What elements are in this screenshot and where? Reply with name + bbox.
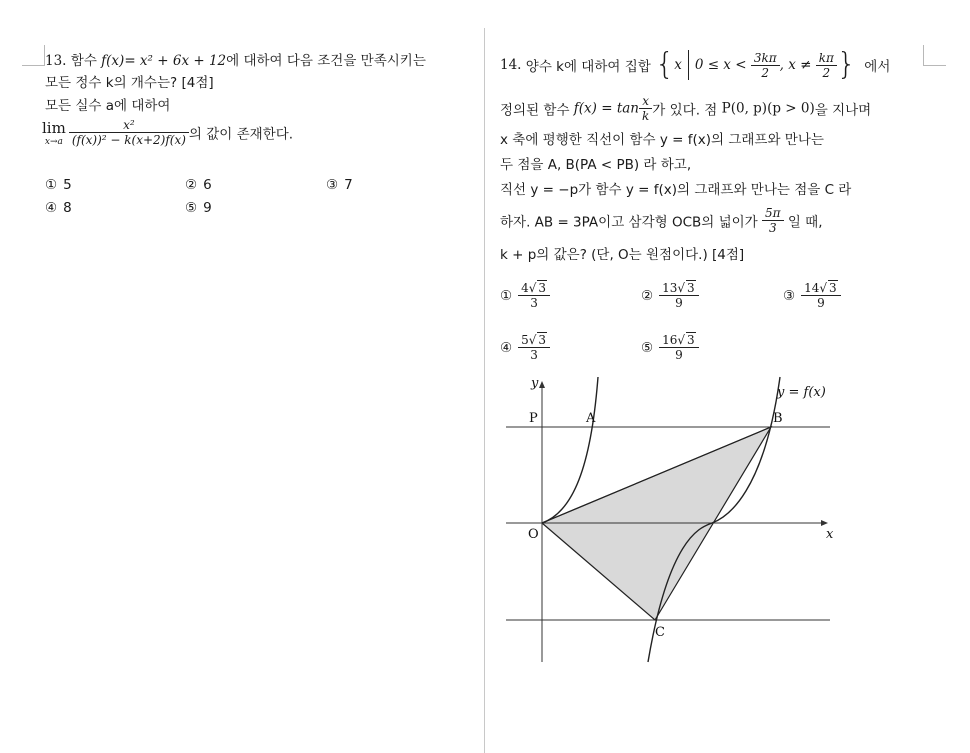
x-axis-arrow bbox=[821, 520, 828, 526]
label-x: x bbox=[826, 527, 834, 542]
q13-choice-1[interactable]: ① 5 bbox=[45, 177, 72, 193]
q13-limit-fraction: $\frac{\text{x²}}{\text{(f(x))² − k(x+2)f(x)}}$ bbox=[69, 118, 189, 147]
q13-condition: 모든 실수 a에 대하여 bbox=[45, 98, 171, 114]
q14-choice-5[interactable]: ⑤ $\frac{16√ 3}{9}$ bbox=[641, 333, 699, 362]
q13-choice-5[interactable]: ⑤ 9 bbox=[185, 200, 212, 216]
q14-stem-line7: k + p의 값은? (단, O는 원점이다.) [4점] bbox=[500, 247, 745, 263]
label-P: P bbox=[529, 411, 538, 426]
label-y: y bbox=[531, 376, 539, 391]
q14-stem-line1: 14. 양수 k에 대하여 집합 {x 0 ≤ x < $\frac{3k\pi}{2}$ , x ≠ $\frac{k\pi}{2}$ } 에서 bbox=[500, 47, 891, 82]
q13-choice-2[interactable]: ② 6 bbox=[185, 177, 212, 193]
q14-choice-2[interactable]: ② $\frac{13√ 3}{9}$ bbox=[641, 281, 699, 310]
q14-stem-line5: 직선 y = −p가 함수 y = f(x)의 그래프와 만나는 점을 C 라 bbox=[500, 182, 852, 198]
q14-choice-3[interactable]: ③ $\frac{14√ 3}{9}$ bbox=[783, 281, 841, 310]
q13-choice-4[interactable]: ④ 8 bbox=[45, 200, 72, 216]
q14-stem-line6: 하자. AB = 3PA이고 삼각형 OCB의 넓이가 $\frac{5\pi}{3}$ 일 때, bbox=[500, 206, 823, 235]
page-corner-mark-right bbox=[923, 45, 946, 66]
column-divider bbox=[484, 28, 485, 753]
q14-choice-1[interactable]: ① $\frac{4√ 3}{3}$ bbox=[500, 281, 550, 310]
q14-choice-4[interactable]: ④ $\frac{5√ 3}{3}$ bbox=[500, 333, 550, 362]
label-B: B bbox=[773, 411, 783, 426]
q14-stem-line4: 두 점을 A, B(PA < PB) 라 하고, bbox=[500, 157, 692, 173]
q13-stem-line1: 13. 함수 f(x)= x² + 6x + 12에 대하여 다음 조건을 만족시키는 bbox=[45, 53, 426, 69]
q14-stem-line3: x 축에 평행한 직선이 함수 y = f(x)의 그래프와 만나는 bbox=[500, 132, 824, 148]
page-corner-mark-left bbox=[22, 45, 45, 66]
q14-number: 14. bbox=[500, 57, 522, 73]
label-A: A bbox=[586, 411, 596, 426]
q13-number: 13. bbox=[45, 53, 67, 69]
q13-equation: = x² + 6x + 12 bbox=[124, 53, 227, 69]
q14-graph bbox=[498, 372, 843, 668]
q13-function: f(x) bbox=[101, 53, 125, 69]
q13-stem-line2: 모든 정수 k의 개수는? [4점] bbox=[45, 75, 214, 91]
label-C: C bbox=[655, 625, 665, 640]
q13-limit-expression: lim x→a $\frac{\text{x²}}{\text{(f(x))² − k(x+2)f(x)}}$ 의 값이 존재한다. bbox=[42, 118, 294, 147]
q14-stem-line2: 정의된 함수 f(x) = tan $\frac{x}{k}$ 가 있다. 점 P(0, p)(p > 0)을 지나며 bbox=[500, 94, 872, 123]
y-axis-arrow bbox=[539, 381, 545, 388]
tan-curve-branch-1 bbox=[542, 377, 598, 523]
label-O: O bbox=[528, 527, 539, 542]
label-func: y = f(x) bbox=[777, 385, 826, 400]
q13-choice-3[interactable]: ③ 7 bbox=[326, 177, 353, 193]
set-builder-bar bbox=[688, 50, 689, 80]
